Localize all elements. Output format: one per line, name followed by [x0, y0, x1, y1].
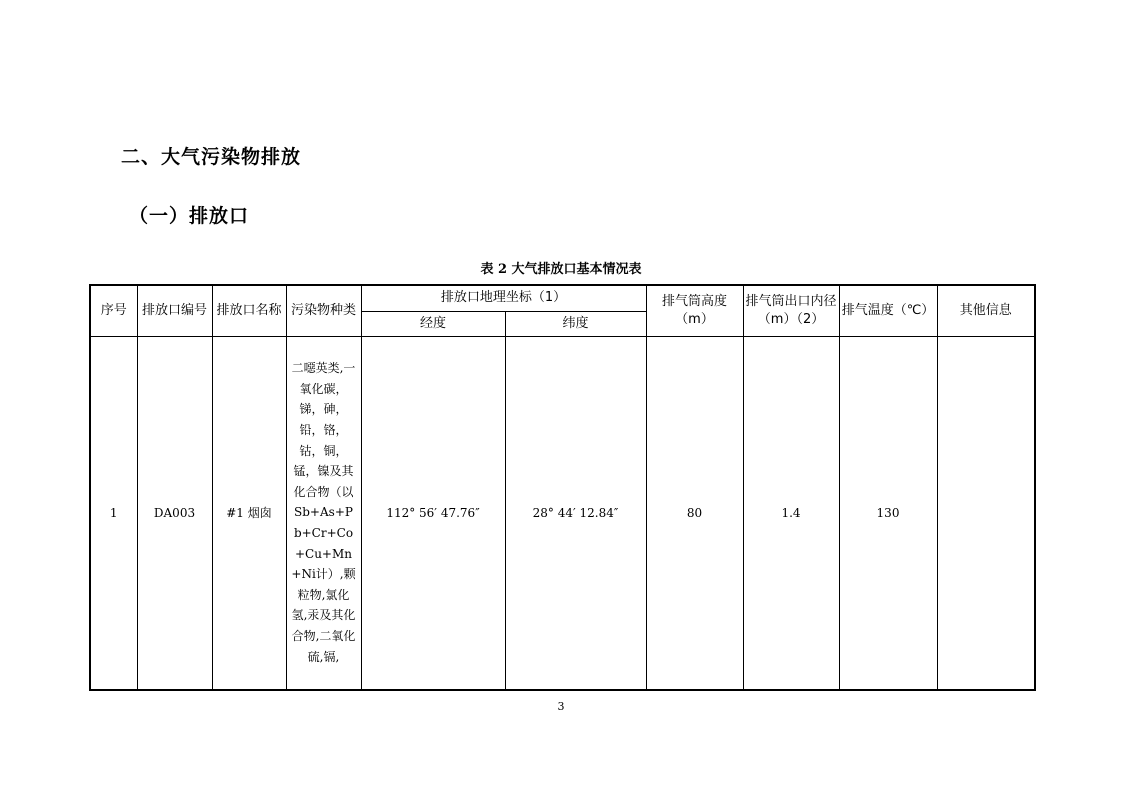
cell-exhaust-temp: 130: [839, 336, 937, 690]
header-seq: 序号: [90, 285, 137, 336]
cell-latitude: 28° 44′ 12.84″: [505, 336, 646, 690]
header-outlet-name: 排放口名称: [212, 285, 286, 336]
cell-outlet-name: #1 烟囱: [212, 336, 286, 690]
section-title: 二、大气污染物排放: [121, 146, 302, 168]
table-caption: 表 2 大气排放口基本情况表: [480, 262, 642, 277]
cell-other-info: [937, 336, 1035, 690]
header-coordinates: 排放口地理坐标（1）: [361, 285, 646, 311]
header-pollutant-type: 污染物种类: [286, 285, 361, 336]
cell-stack-diameter: 1.4: [743, 336, 839, 690]
cell-longitude: 112° 56′ 47.76″: [361, 336, 505, 690]
header-stack-height: 排气筒高度（m）: [646, 285, 743, 336]
header-longitude: 经度: [361, 311, 505, 336]
header-outlet-code: 排放口编号: [137, 285, 212, 336]
header-exhaust-temp: 排气温度（℃）: [839, 285, 937, 336]
header-latitude: 纬度: [505, 311, 646, 336]
page-number: 3: [557, 700, 565, 713]
subsection-title: （一）排放口: [129, 205, 250, 227]
table-row: [90, 336, 1035, 690]
cell-pollutant-type: 二噁英类,一氧化碳，锑，砷，铅，铬，钴，铜，锰，镍及其化合物（以Sb+As+Pb+Cr+Co+Cu+Mn+Ni计）,颗粒物,氯化氢,汞及其化合物,二氧化硫,镉,: [286, 336, 361, 690]
cell-outlet-code: DA003: [137, 336, 212, 690]
header-other-info: 其他信息: [937, 285, 1035, 336]
cell-seq: 1: [90, 336, 137, 690]
cell-stack-height: 80: [646, 336, 743, 690]
outlet-table: [89, 284, 1036, 691]
header-stack-diameter: 排气筒出口内径（m）（2）: [743, 285, 839, 336]
